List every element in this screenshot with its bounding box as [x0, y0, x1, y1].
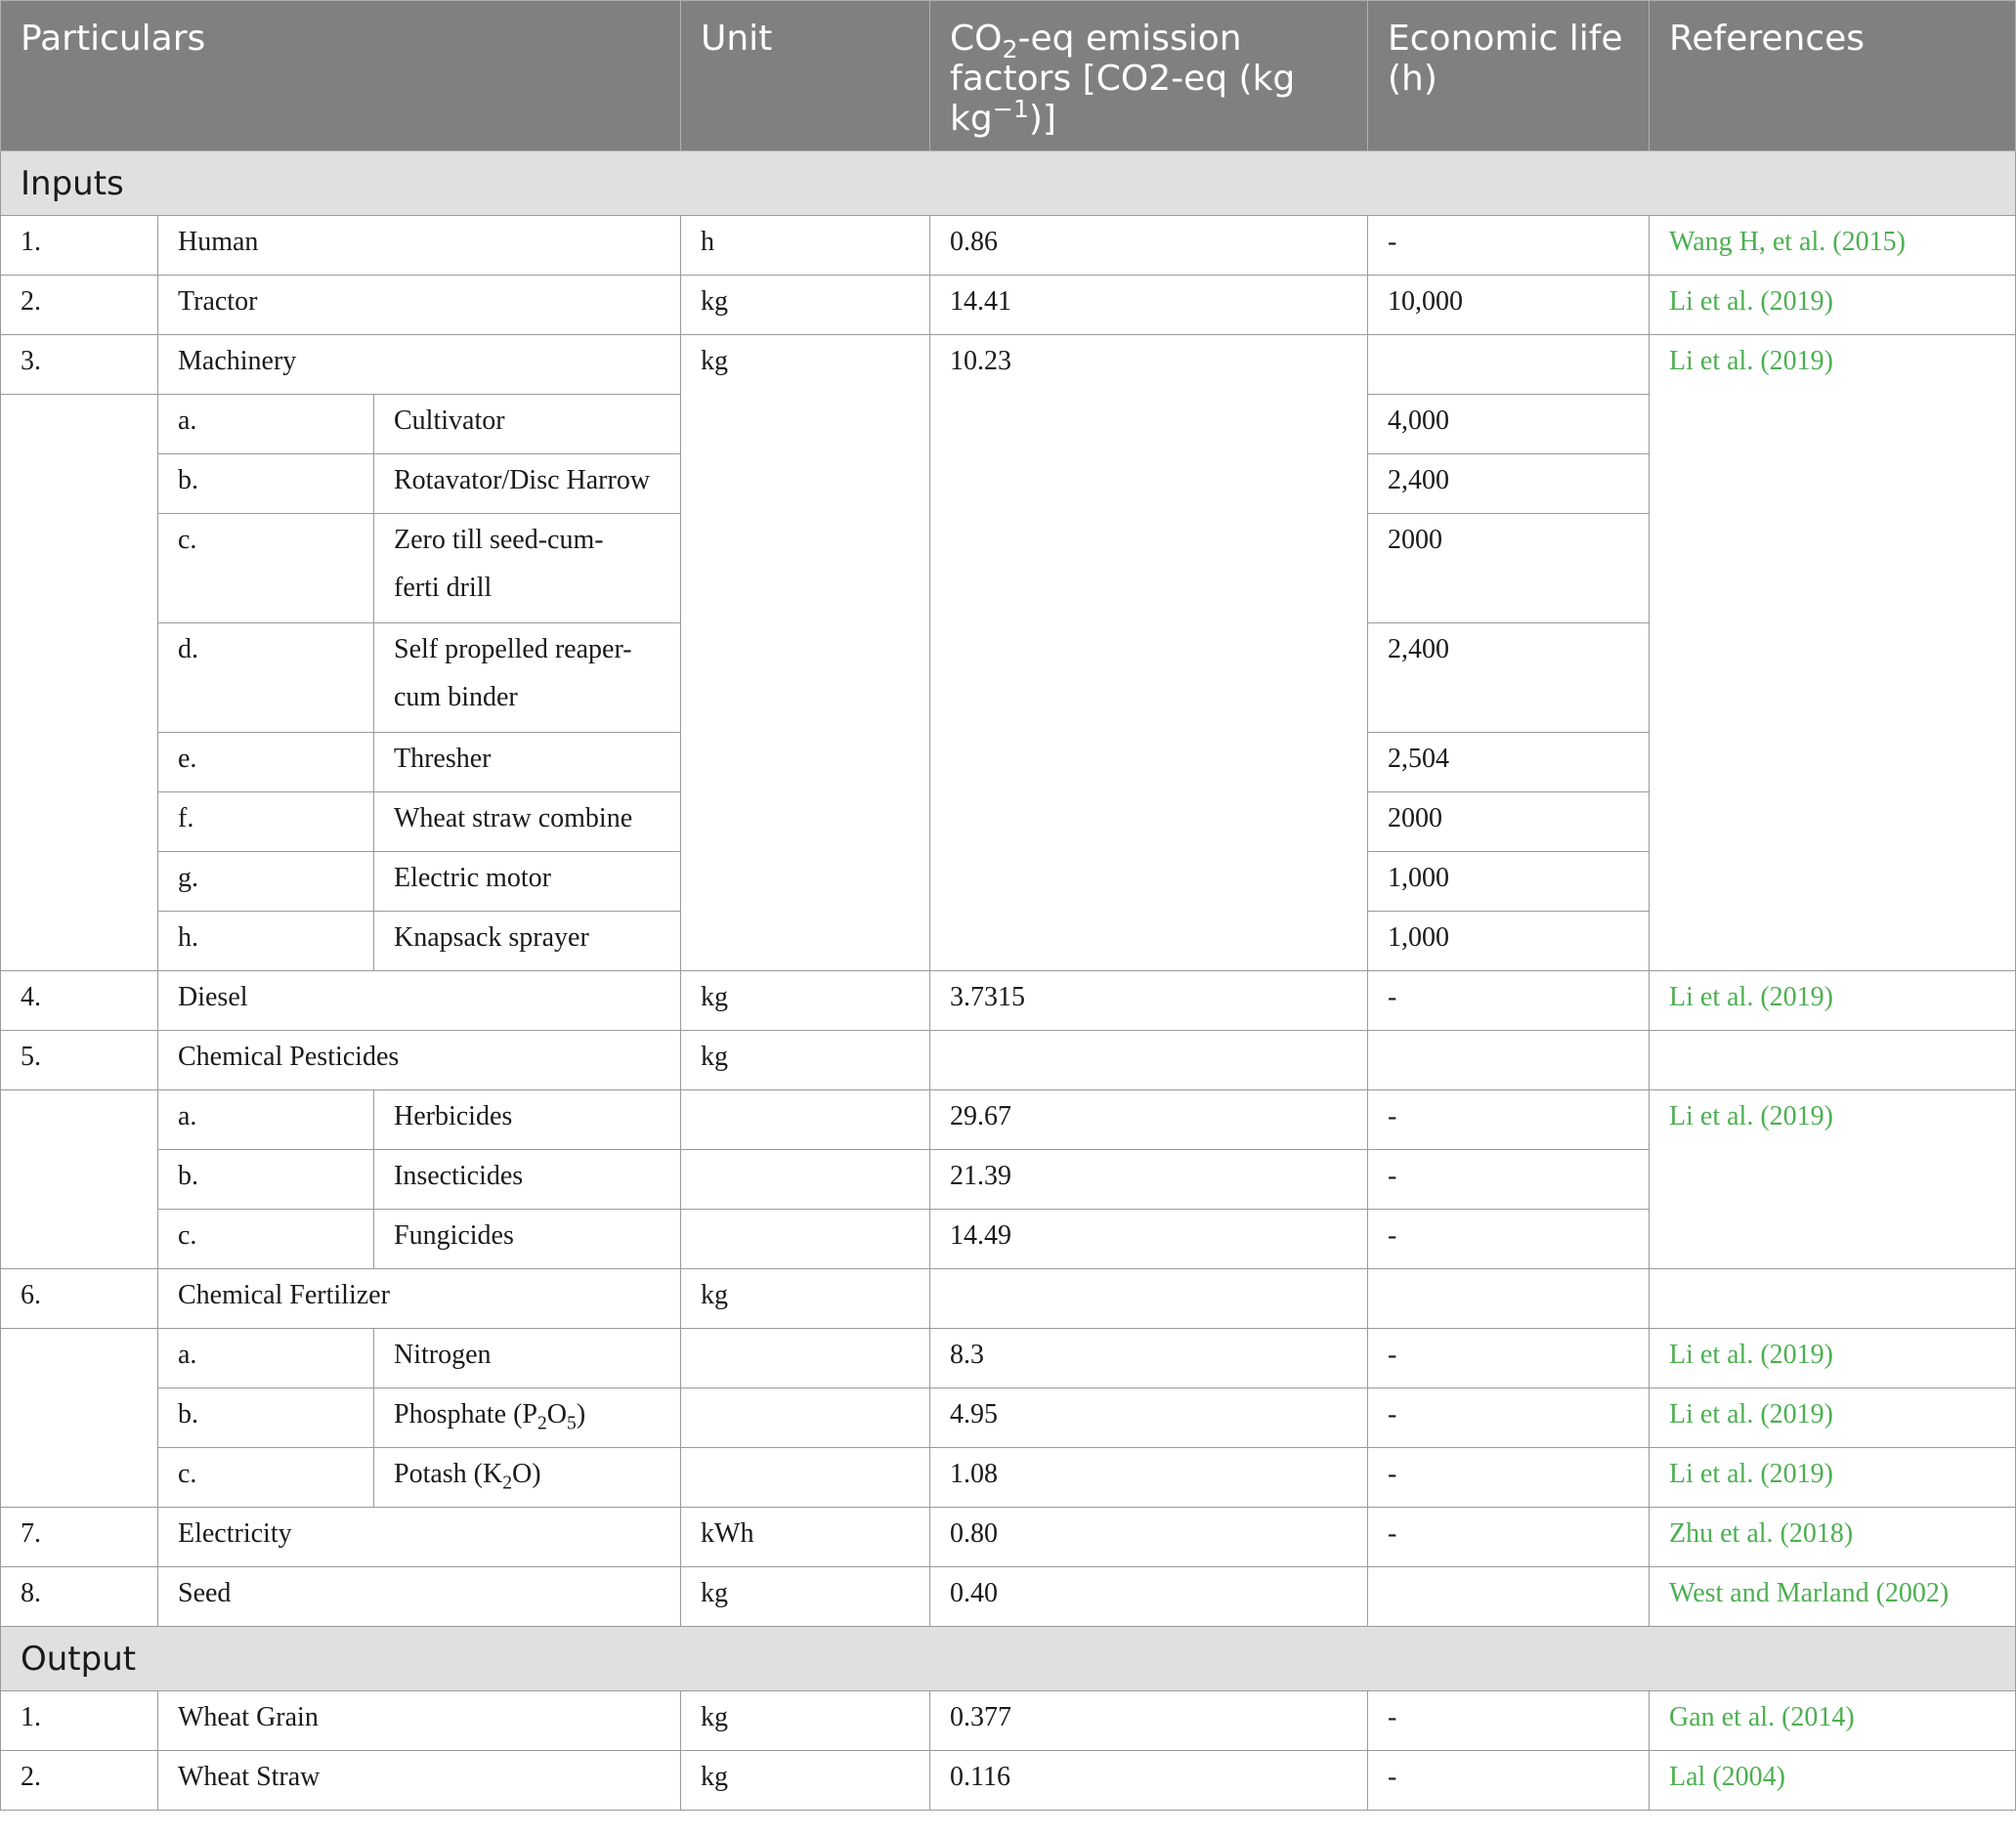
table-row-electricity: 7. Electricity kWh 0.80 - Zhu et al. (2018) — [1, 1508, 2016, 1567]
reference-link[interactable]: Wang H, et al. (2015) — [1650, 216, 2016, 276]
table-row-insecticides: b. Insecticides 21.39 - — [1, 1150, 2016, 1210]
table-row-reaper-binder: d. Self propelled reaper- cum binder 2,400 — [1, 623, 2016, 733]
reference-link[interactable]: West and Marland (2002) — [1650, 1567, 2016, 1627]
header-row — [1, 1, 2016, 151]
reference-link[interactable]: Li et al. (2019) — [1650, 1388, 2016, 1448]
table-row-wheat-grain: 1. Wheat Grain kg 0.377 - Gan et al. (2014) — [1, 1691, 2016, 1751]
table-row-fertilizer: 6. Chemical Fertilizer kg — [1, 1269, 2016, 1329]
reference-link[interactable]: Li et al. (2019) — [1650, 276, 2016, 335]
table-row-fungicides: c. Fungicides 14.49 - — [1, 1210, 2016, 1269]
header-emission-factor: $CO_2-eq$ emission factors [CO2-eq (kg $kg^{-1}$)] — [930, 1, 1368, 151]
table-row-herbicides: a. Herbicides 29.67 - Li et al. (2019) — [1, 1090, 2016, 1150]
section-output: Output — [1, 1627, 2016, 1691]
reference-link[interactable]: Zhu et al. (2018) — [1650, 1508, 2016, 1567]
reference-link[interactable]: Gan et al. (2014) — [1650, 1691, 2016, 1751]
reference-link[interactable]: Li et al. (2019) — [1650, 1448, 2016, 1508]
table-row-human: 1. Human h 0.86 - Wang H, et al. (2015) — [1, 216, 2016, 276]
header-economic-life: Economic life (h) — [1368, 1, 1650, 151]
table-row-machinery: 3. Machinery kg 10.23 Li et al. (2019) — [1, 335, 2016, 395]
table-row-seed: 8. Seed kg 0.40 West and Marland (2002) — [1, 1567, 2016, 1627]
table-row-cultivator: a. Cultivator 4,000 — [1, 395, 2016, 454]
table-row-pesticides: 5. Chemical Pesticides kg — [1, 1031, 2016, 1090]
table-row-phosphate: b. Phosphate $(P_2O_5)$ 4.95 - Li et al. (2019) — [1, 1388, 2016, 1448]
table-row-zero-till-drill: c. Zero till seed-cum- ferti drill 2000 — [1, 514, 2016, 623]
reference-link[interactable]: Li et al. (2019) — [1650, 971, 2016, 1031]
table-row-knapsack-sprayer: h. Knapsack sprayer 1,000 — [1, 912, 2016, 971]
table-row-tractor: 2. Tractor kg 14.41 10,000 Li et al. (2019) — [1, 276, 2016, 335]
reference-link[interactable]: Li et al. (2019) — [1650, 335, 2016, 971]
table-row-potash: c. Potash $(K_2O)$ 1.08 - Li et al. (2019) — [1, 1448, 2016, 1508]
reference-link[interactable]: Lal (2004) — [1650, 1751, 2016, 1811]
table-row-wheat-straw: 2. Wheat Straw kg 0.116 - Lal (2004) — [1, 1751, 2016, 1811]
table-row-rotavator: b. Rotavator/Disc Harrow 2,400 — [1, 454, 2016, 514]
section-inputs: Inputs — [1, 151, 2016, 216]
table-row-electric-motor: g. Electric motor 1,000 — [1, 852, 2016, 912]
reference-link[interactable]: Li et al. (2019) — [1650, 1090, 2016, 1269]
table-row-diesel: 4. Diesel kg 3.7315 - Li et al. (2019) — [1, 971, 2016, 1031]
table-row-thresher: e. Thresher 2,504 — [1, 733, 2016, 792]
table-row-straw-combine: f. Wheat straw combine 2000 — [1, 792, 2016, 852]
table-row-nitrogen: a. Nitrogen 8.3 - Li et al. (2019) — [1, 1329, 2016, 1388]
reference-link[interactable]: Li et al. (2019) — [1650, 1329, 2016, 1388]
header-references: References — [1650, 1, 2016, 151]
header-particulars: Particulars — [1, 1, 681, 151]
header-unit: Unit — [681, 1, 930, 151]
